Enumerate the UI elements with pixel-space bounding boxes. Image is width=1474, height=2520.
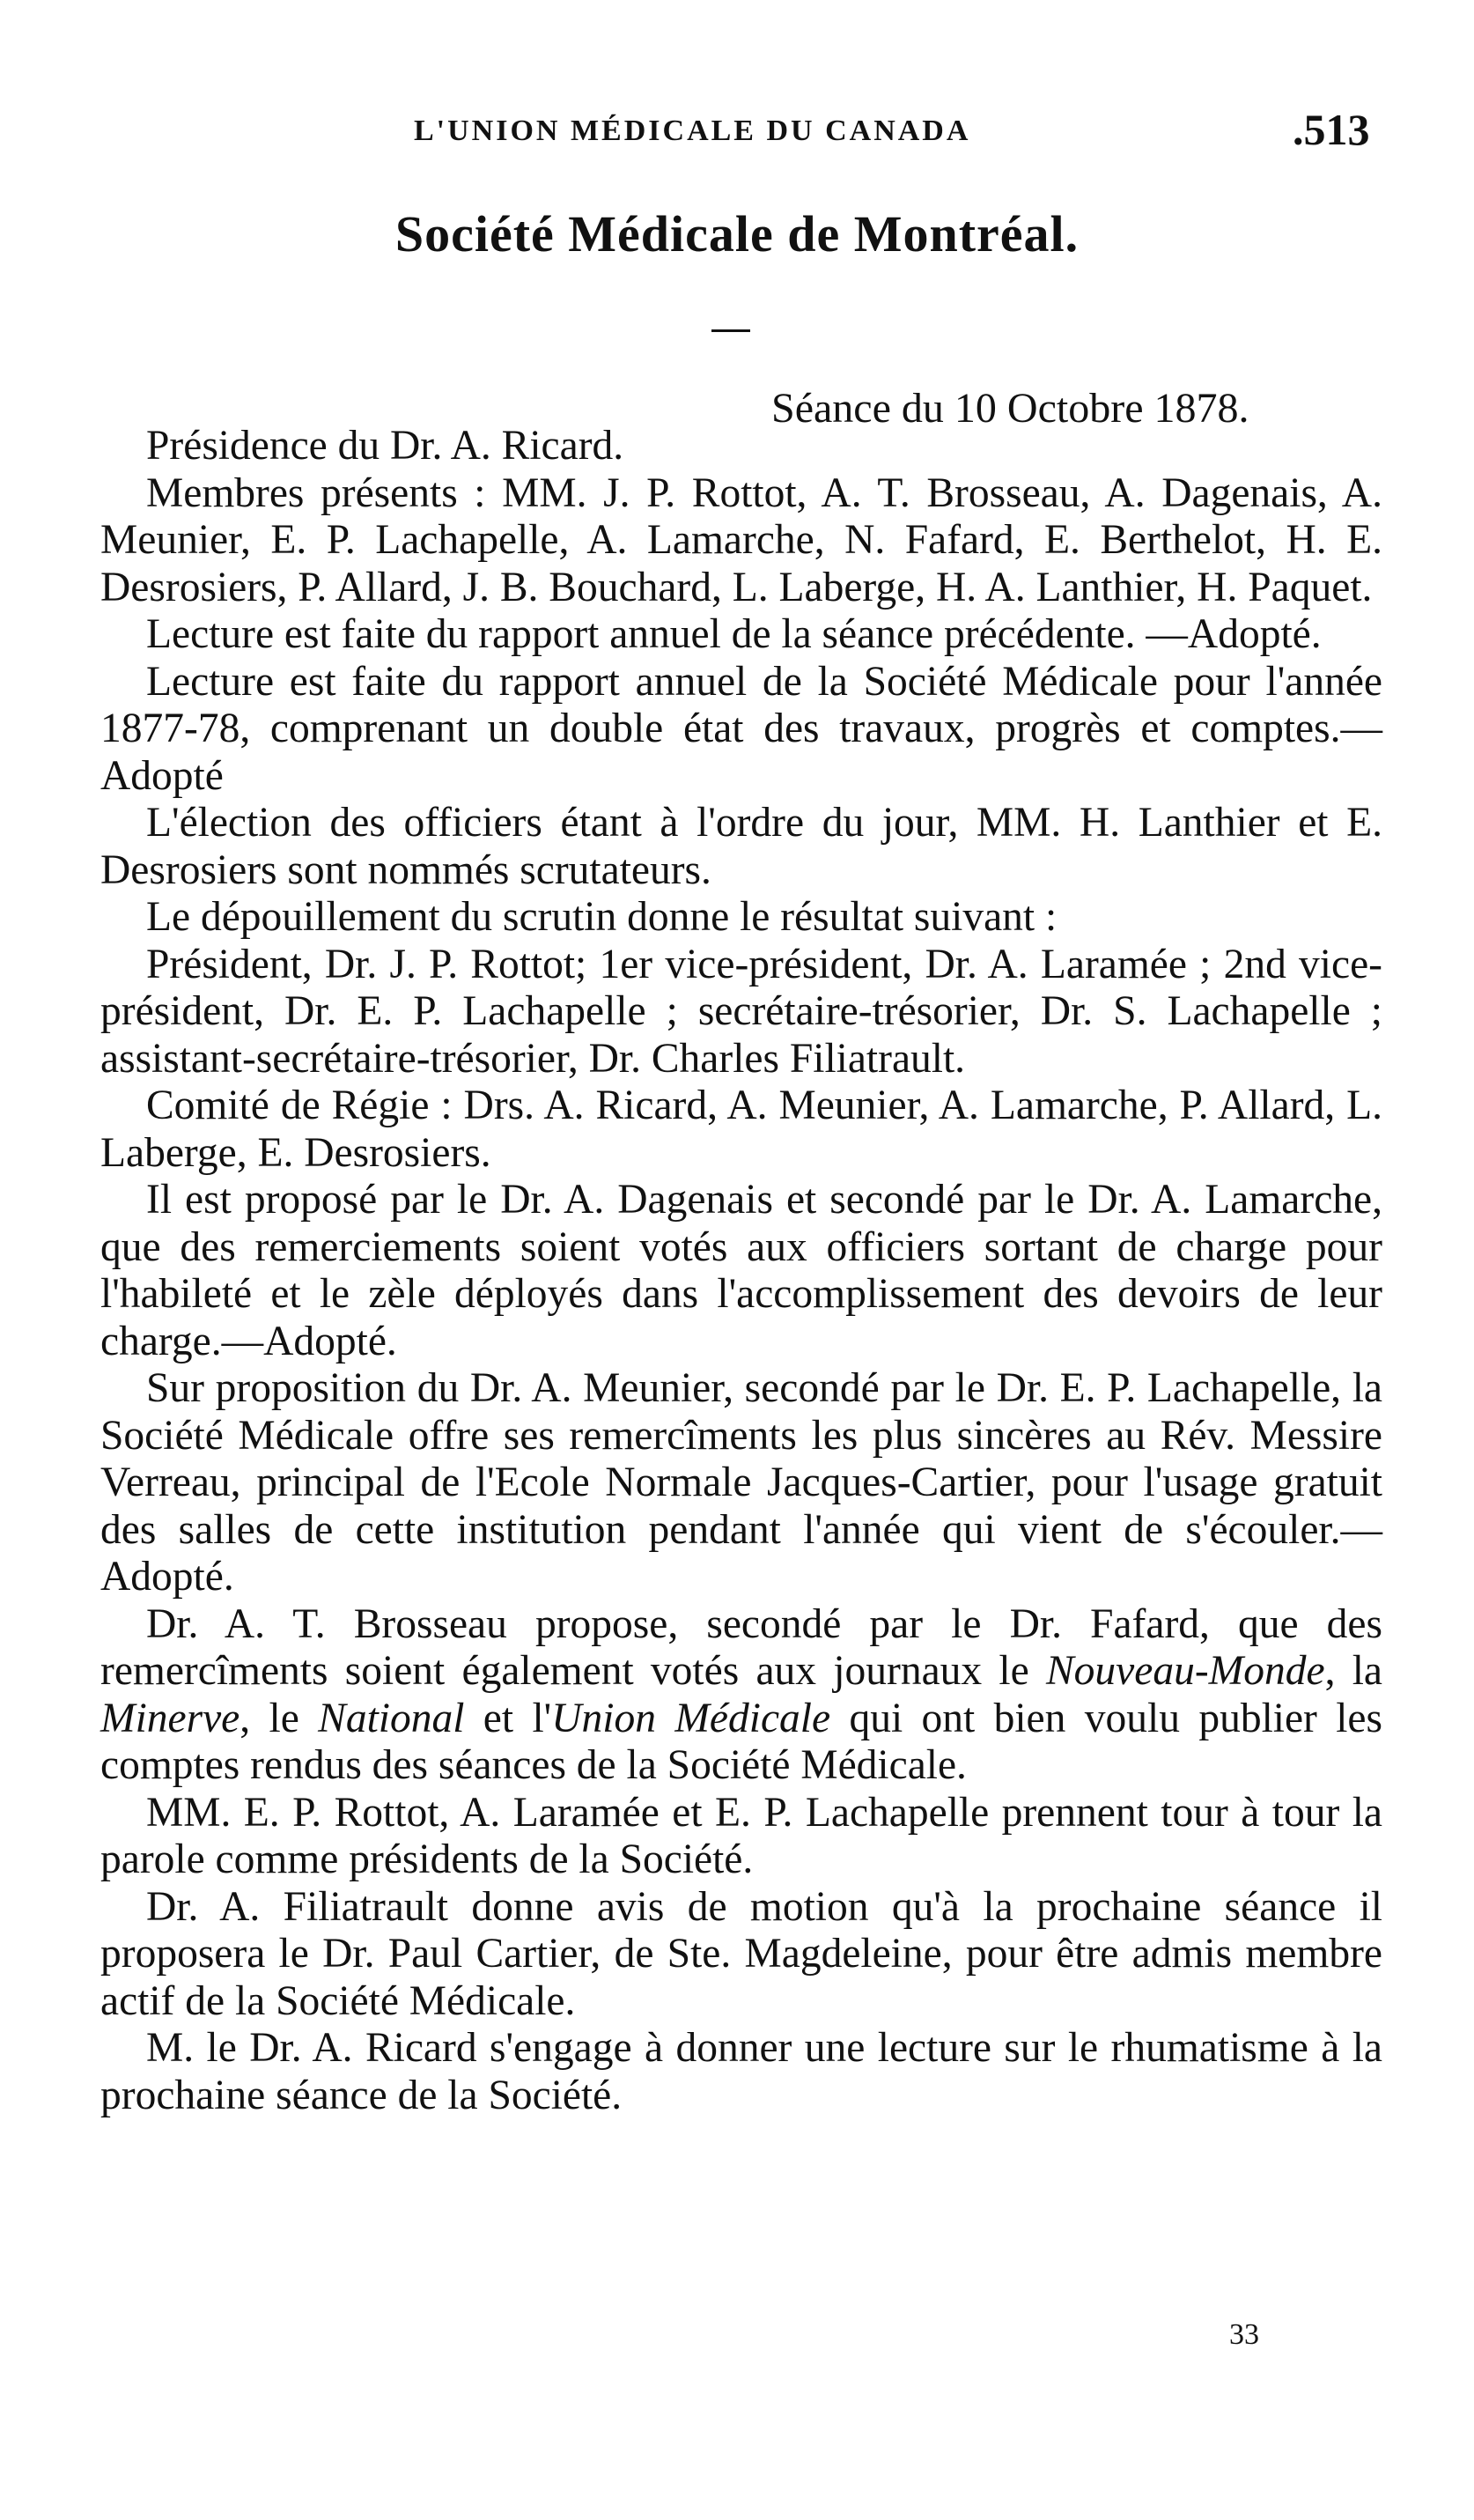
journals-sep-1: , la <box>1324 1648 1383 1694</box>
title-rule <box>711 329 750 332</box>
meeting-date: Séance du 10 Octobre 1878. <box>771 385 1249 432</box>
paragraph-thanks-journals <box>100 1601 1382 1790</box>
journal-national: National <box>318 1695 465 1741</box>
page-number: .513 <box>1293 105 1370 154</box>
journal-minerve: Minerve <box>100 1695 240 1741</box>
signature-mark: 33 <box>1229 2318 1259 2351</box>
journals-sep-3: et l' <box>464 1695 552 1741</box>
section-title: Société Médicale de Montréal. <box>394 205 1080 262</box>
paragraph-annual-report: Lecture est faite du rapport annuel de la Société Médicale pour l'année 1877-78, comprenant un double état des travaux, progrès et comptes.—Adopté <box>100 658 1382 799</box>
paragraph-ballot: Le dépouillement du scrutin donne le résultat suivant : <box>146 894 1058 940</box>
minutes-body <box>100 423 1382 2119</box>
journals-sep-2: , le <box>240 1695 319 1741</box>
paragraph-thanks-officers: Il est proposé par le Dr. A. Dagenais et secondé par le Dr. A. Lamarche, que des remerciements soient votés aux officiers sortant de charge pour l'habileté et le zèle déployés dans l'accomplissement des devoirs de leur charge.—Adopté. <box>100 1177 1382 1364</box>
paragraph-thanks-verreau: Sur proposition du Dr. A. Meunier, secondé par le Dr. E. P. Lachapelle, la Société Médicale offre ses remercîments les plus sincères au Rév. Messire Verreau, principal de l'Ecole Normale Jacques-Cartier, pour l'usage gratuit des salles de cette institution pendant l'année qui vient de s'écouler.—Adopté. <box>100 1365 1382 1600</box>
paragraph-election: L'élection des officiers étant à l'ordre du jour, MM. H. Lanthier et E. Desrosiers sont nommés scrutateurs. <box>100 800 1382 893</box>
paragraph-members: Membres présents : MM. J. P. Rottot, A. T. Brosseau, A. Dagenais, A. Meunier, E. P. Lachapelle, A. Lamarche, N. Fafard, E. Berthelot, H. E. Desrosiers, P. Allard, J. B. Bouchard, L. Laberge, H. A. Lanthier, H. Paquet. <box>100 469 1382 610</box>
journal-nouveau-monde: Nouveau-Monde <box>1046 1648 1325 1694</box>
journals-text-after: qui ont bien voulu publier les comptes rendus des séances de la Société Médicale. <box>100 1695 1383 1788</box>
journal-union-medicale: Union Médicale <box>551 1695 831 1741</box>
paragraph-officers: Président, Dr. J. P. Rottot; 1er vice-président, Dr. A. Laramée ; 2nd vice-président, Dr. E. P. Lachapelle ; secrétaire-trésorier, Dr. S. Lachapelle ; assistant-secrétaire-trésorier, Dr. Charles Filiatrault. <box>100 941 1382 1082</box>
paragraph-committee: Comité de Régie : Drs. A. Ricard, A. Meunier, A. Lamarche, P. Allard, L. Laberge, E. Desrosiers. <box>100 1083 1382 1176</box>
paragraph-presidence: Présidence du Dr. A. Ricard. <box>146 423 624 469</box>
running-head <box>0 104 1474 157</box>
journals-text-before: Dr. A. T. Brosseau propose, secondé par le Dr. Fafard, que des remercîments soient également votés aux journaux le <box>100 1600 1382 1694</box>
paragraph-motion-notice: Dr. A. Filiatrault donne avis de motion qu'à la prochaine séance il proposera le Dr. Paul Cartier, de Ste. Magdeleine, pour être admis membre actif de la Société Médicale. <box>100 1883 1382 2024</box>
paragraph-reading-minutes: Lecture est faite du rapport annuel de la séance précédente. —Adopté. <box>146 611 1322 657</box>
paragraph-presidents: MM. E. P. Rottot, A. Laramée et E. P. Lachapelle prennent tour à tour la parole comme présidents de la Société. <box>100 1789 1382 1882</box>
journal-title: L'UNION MÉDICALE DU CANADA <box>414 115 971 147</box>
paragraph-lecture: M. le Dr. A. Ricard s'engage à donner une lecture sur le rhumatisme à la prochaine séance de la Société. <box>100 2025 1382 2118</box>
